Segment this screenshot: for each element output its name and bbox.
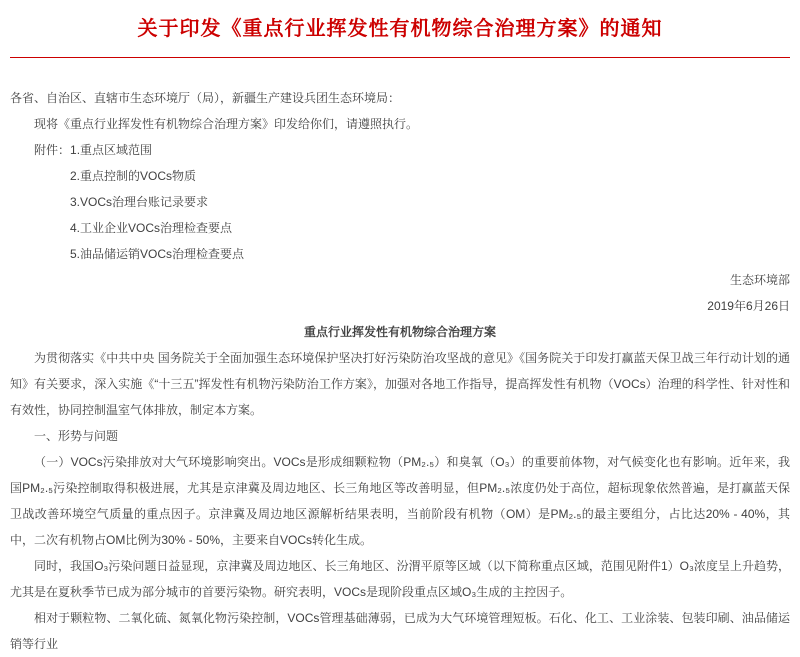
paragraph-vocs-impact: （一）VOCs污染排放对大气环境影响突出。VOCs是形成细颗粒物（PM₂.₅）和臭氧（O₃）的重要前体物，对气候变化也有影响。近年来，我国PM₂.₅污染控制取得积极进展，尤其是京津冀及周边地区、长三角地区等改善明显，但PM₂.₅浓度仍处于高位，超标现象依然普遍，是打赢蓝天保卫战改善环境空气质量的重点因子。京津冀及周边地区源解析结果表明，当前阶段有机物（OM）是PM₂.₅的最主要组分，占比达20% - 40%，其中，二次有机物占OM比例为30% - 50%，主要来自VOCs转化生成。: [10, 455, 790, 547]
attachment-item: 4.工业企业VOCs治理检查要点: [70, 221, 233, 235]
plan-title: 重点行业挥发性有机物综合治理方案: [303, 325, 496, 339]
attachments-label: 附件：: [34, 143, 71, 157]
paragraph-management-gap: 相对于颗粒物、二氧化硫、氮氧化物污染控制，VOCs管理基础薄弱，已成为大气环境管理短板。石化、化工、工业涂装、包装印刷、油品储运销等行业: [10, 611, 790, 651]
notice-document: [0, 16, 800, 657]
document-body: [10, 85, 790, 657]
paragraph-ozone-trend: 同时，我国O₃污染问题日益显现，京津冀及周边地区、长三角地区、汾渭平原等区域（以下简称重点区域，范围见附件1）O₃浓度呈上升趋势，尤其是在夏秋季节已成为部分城市的首要污染物。研究表明，VOCs是现阶段重点区域O₃生成的主控因子。: [10, 559, 790, 599]
issuer-name: 生态环境部: [729, 273, 790, 287]
salutation: 各省、自治区、直辖市生态环境厅（局），新疆生产建设兵团生态环境局：: [10, 91, 401, 105]
issue-date: 2019年6月26日: [707, 299, 790, 313]
transmittal-line: 现将《重点行业挥发性有机物综合治理方案》印发给你们，请遵照执行。: [34, 117, 419, 131]
attachment-item: 1.重点区域范围: [70, 143, 153, 157]
intro-paragraph: 为贯彻落实《中共中央 国务院关于全面加强生态环境保护坚决打好污染防治攻坚战的意见》《国务院关于印发打赢蓝天保卫战三年行动计划的通知》有关要求，深入实施《“十三五”挥发性有机物污染防治工作方案》，加强对各地工作指导，提高挥发性有机物（VOCs）治理的科学性、针对性和有效性，协同控制温室气体排放，制定本方案。: [10, 351, 790, 417]
attachments-first-line: [10, 137, 790, 163]
title-divider: [10, 57, 790, 58]
attachment-item: 5.油品储运销VOCs治理检查要点: [70, 247, 245, 261]
page-title: 关于印发《重点行业挥发性有机物综合治理方案》的通知: [137, 18, 663, 40]
attachment-item: 2.重点控制的VOCs物质: [70, 169, 197, 183]
attachment-item: 3.VOCs治理台账记录要求: [70, 195, 209, 209]
section-1-heading: 一、形势与问题: [34, 429, 119, 443]
